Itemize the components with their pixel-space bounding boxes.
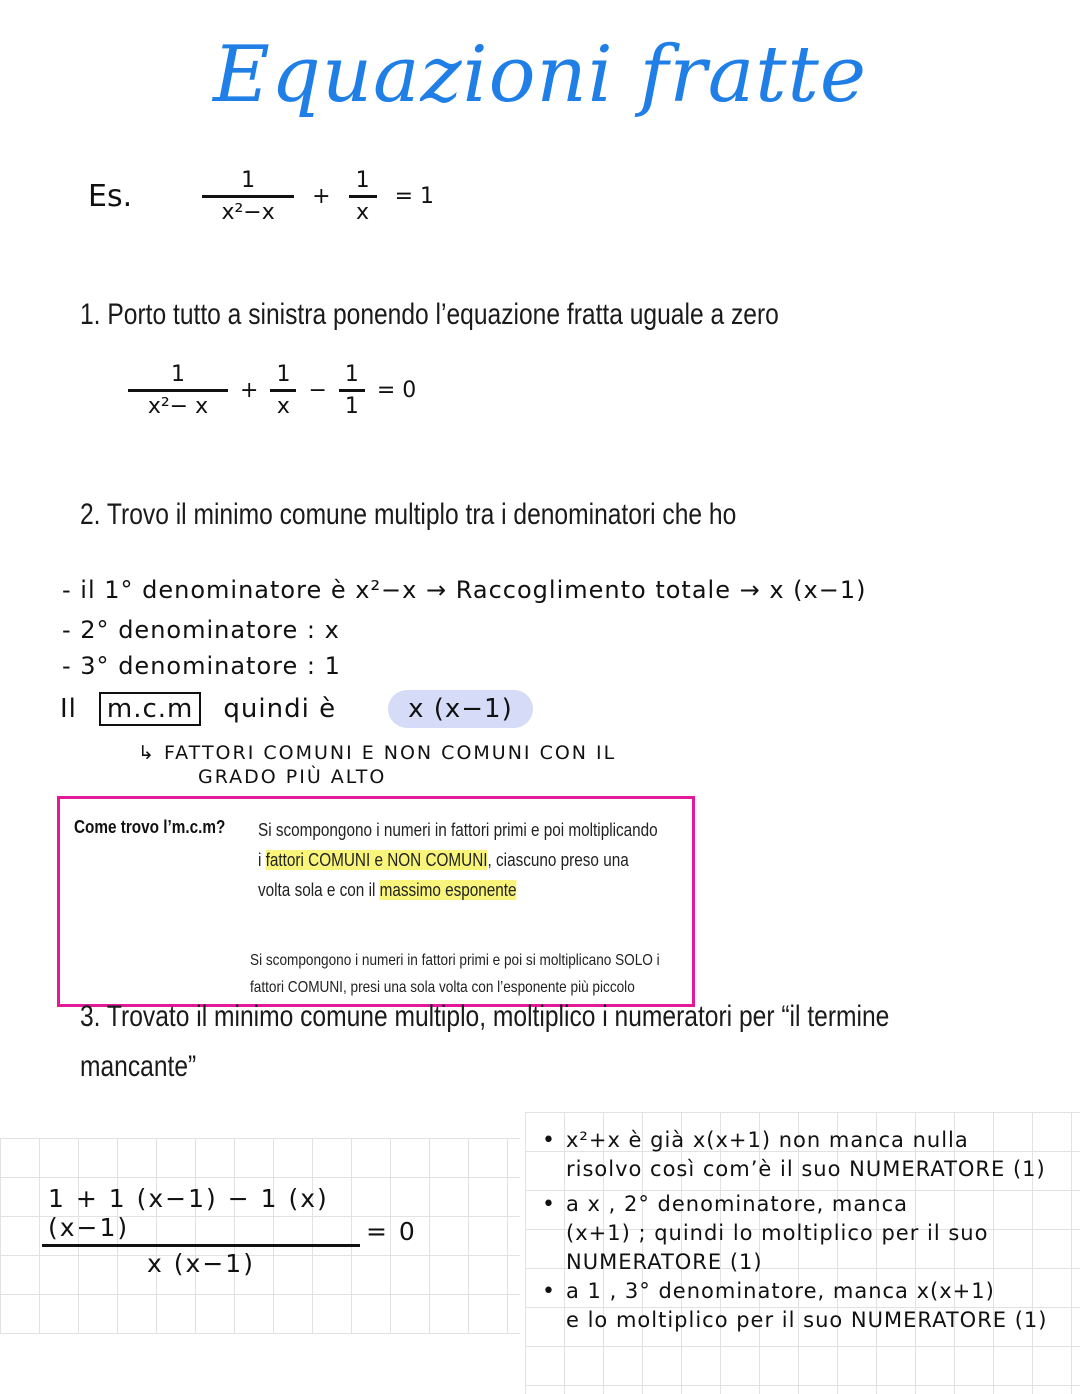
step3-fraction: $\frac{1 + 1 (x-1) - 1 (x)(x-1)}{x (x-1)}$: [42, 1184, 360, 1278]
step1-fraction-3: $\frac{1}{1}$: [339, 362, 365, 419]
mcm-middle: quindi è: [223, 694, 337, 724]
minus-sign: −: [308, 378, 327, 403]
plus-sign: +: [312, 184, 331, 209]
mcm-definition-box: [57, 796, 695, 1007]
mcm-definition: [258, 815, 658, 905]
mcm-def-line1: Si scompongono i numeri in fattori primi e poi moltiplicando: [258, 820, 658, 840]
step2-heading: 2. Trovo il minimo comune multiplo tra i denominatori che ho: [80, 498, 737, 531]
denominator-item-1: - il 1° denominatore è x²−x → Raccoglimento totale → x (x−1): [62, 576, 867, 604]
mcm-note-line2: GRADO PIÙ ALTO: [198, 766, 387, 788]
denominator-item-3: - 3° denominatore : 1: [62, 652, 341, 680]
mcm-label-box: m.c.m: [99, 692, 201, 726]
bullet-item: • a x , 2° denominatore, manca (x+1) ; quindi lo moltiplico per il suo NUMERATORE (1): [542, 1190, 1048, 1277]
step3-bullets: [510, 1126, 1048, 1335]
mcm-def-line3: volta sola e con il massimo esponente: [258, 880, 517, 900]
example-fraction-2: $\frac{1}{x}$: [349, 168, 377, 225]
mcm-value-highlight: x (x−1): [388, 690, 533, 728]
highlight-comuni: fattori COMUNI e NON COMUNI: [265, 850, 488, 870]
example-fraction-1: $\frac{1}{\text{x²−x}}$: [202, 168, 294, 225]
mcm-prefix: Il: [60, 694, 77, 724]
example-equation: [88, 168, 434, 225]
step1-heading: 1. Porto tutto a sinistra ponendo l’equazione fratta uguale a zero: [80, 298, 779, 331]
mcd-def-line2: fattori COMUNI, presi una sola volta con l’esponente più piccolo: [250, 979, 635, 996]
example-label: Es.: [88, 179, 133, 214]
step1-fraction-1: $\frac{1}{\text{x²− x}}$: [128, 362, 228, 419]
step3-heading-line2: mancante”: [80, 1050, 197, 1083]
step3-equation: [42, 1184, 417, 1278]
highlight-esponente: massimo esponente: [379, 880, 517, 900]
note-question: Come trovo l’m.c.m?: [74, 817, 226, 837]
denominator-item-2: - 2° denominatore : x: [62, 616, 340, 644]
plus-sign: +: [240, 378, 259, 403]
step1-rhs: = 0: [376, 378, 417, 403]
mcd-definition: [250, 947, 660, 1001]
bullet-item: • a 1 , 3° denominatore, manca x(x+1) e lo moltiplico per il suo NUMERATORE (1): [542, 1277, 1048, 1335]
mcm-line: [60, 690, 533, 728]
step3-heading-line1: 3. Trovato il minimo comune multiplo, moltiplico i numeratori per “il termine: [80, 1000, 890, 1033]
step1-fraction-2: $\frac{1}{x}$: [270, 362, 296, 419]
example-rhs: = 1: [394, 184, 434, 209]
mcd-def-line1: Si scompongono i numeri in fattori primi e poi si moltiplicano SOLO i: [250, 952, 660, 969]
step1-equation: [128, 362, 416, 419]
mcm-def-line2: i fattori COMUNI e NON COMUNI, ciascuno preso una: [258, 850, 629, 870]
page-title: Equazioni fratte: [212, 30, 868, 120]
bullet-item: • x²+x è già x(x+1) non manca nulla risolvo così com’è il suo NUMERATORE (1): [542, 1126, 1048, 1184]
mcm-note-line1: ↳ FATTORI COMUNI E NON COMUNI CON IL: [138, 742, 617, 764]
step3-rhs: = 0: [366, 1216, 417, 1246]
